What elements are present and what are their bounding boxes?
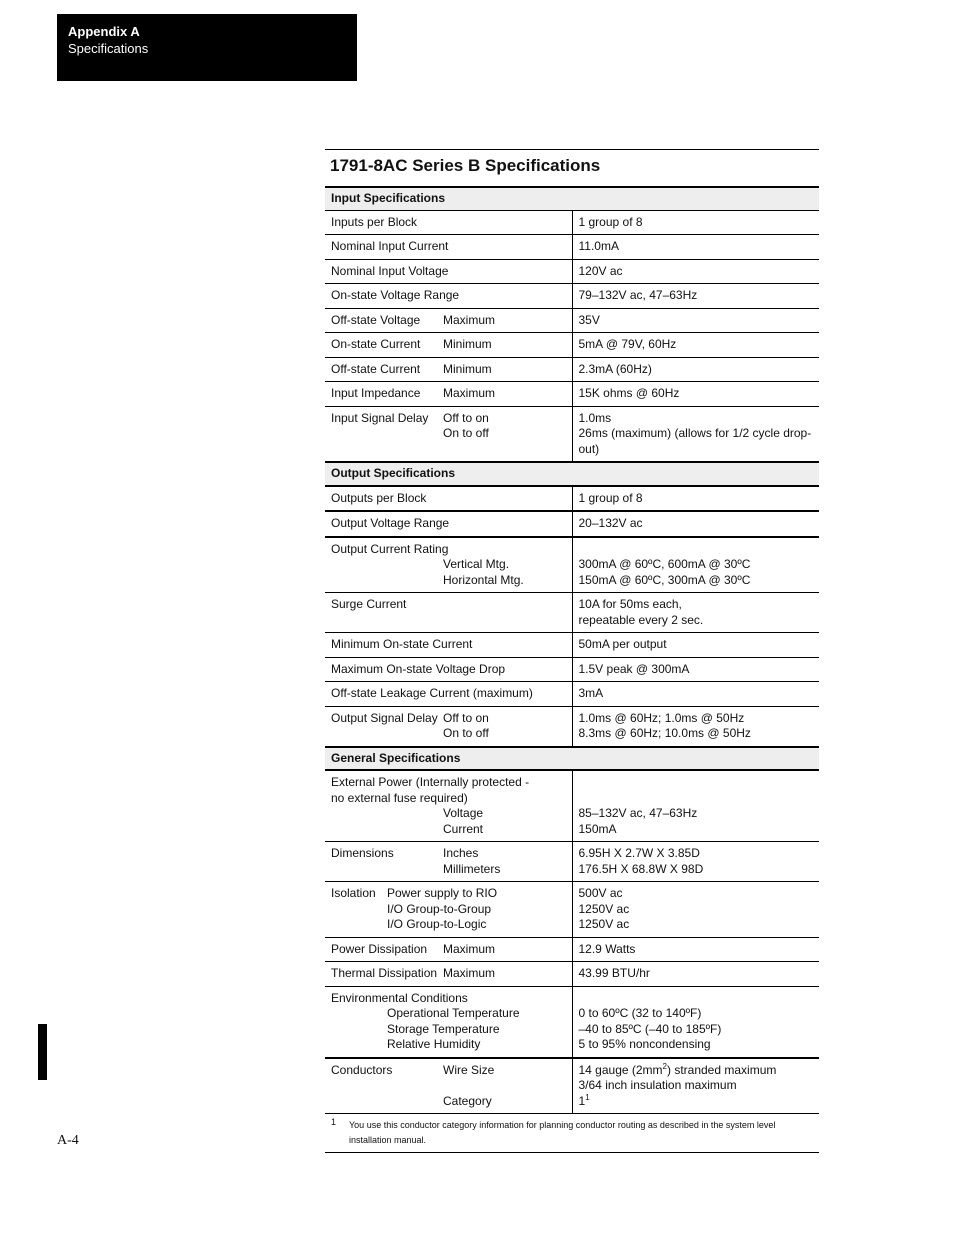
- table-row: [325, 986, 819, 1058]
- label-qualifier: Operational Temperature: [387, 1006, 520, 1020]
- row-value: 12.9 Watts: [572, 937, 819, 962]
- table-row: [325, 357, 819, 382]
- label-qualifier: Maximum: [443, 386, 496, 400]
- label-text: Input Impedance: [331, 386, 421, 400]
- label-text: External Power (Internally protected -: [331, 775, 530, 789]
- label-text: Isolation: [331, 886, 376, 900]
- row-label: [325, 333, 572, 358]
- table-row: [325, 657, 819, 682]
- label-qualifier: Storage Temperature: [387, 1021, 500, 1036]
- row-label: [325, 382, 572, 407]
- row-value: 3mA: [572, 682, 819, 707]
- row-label: [325, 986, 572, 1058]
- label-qualifier: Inches: [443, 846, 479, 860]
- row-label: [325, 937, 572, 962]
- label-qualifier: Off to on: [443, 410, 489, 425]
- row-label: On-state Voltage Range: [325, 284, 572, 309]
- table-row: [325, 633, 819, 658]
- row-value: [572, 593, 819, 633]
- label-qualifier: Relative Humidity: [387, 1037, 481, 1051]
- label-text: Off-state Voltage: [331, 312, 421, 327]
- table-row: [325, 537, 819, 593]
- section-general: [325, 747, 819, 771]
- table-row: [325, 284, 819, 309]
- section-output: [325, 462, 819, 486]
- label-qualifier: Category: [443, 1093, 492, 1108]
- table-row: [325, 308, 819, 333]
- page-title: 1791-8AC Series B Specifications: [330, 156, 601, 175]
- footnote-text: You use this conductor category information for planning conductor routing as described in the system level installation manual.: [349, 1120, 776, 1145]
- label-qualifier: Horizontal Mtg.: [443, 572, 524, 587]
- row-label: [325, 308, 572, 333]
- table-row: [325, 706, 819, 747]
- label-qualifier: Maximum: [443, 941, 496, 956]
- value-line: 5 to 95% noncondensing: [578, 1037, 711, 1051]
- value-line: 1.0ms: [578, 410, 612, 425]
- label-qualifier: Power supply to RIO: [387, 886, 498, 900]
- label-qualifier: Minimum: [443, 337, 492, 351]
- value-line: 150mA @ 60ºC, 300mA @ 30ºC: [578, 572, 751, 587]
- table-row: [325, 210, 819, 235]
- value-line: 300mA @ 60ºC, 600mA @ 30ºC: [578, 557, 751, 571]
- section-input: [325, 187, 819, 210]
- row-value: [572, 986, 819, 1058]
- label-qualifier: I/O Group-to-Group: [387, 901, 492, 916]
- row-label: [325, 962, 572, 987]
- label-qualifier: Off to on: [443, 710, 489, 725]
- header-section: Specifications: [68, 41, 149, 56]
- value-line: 176.5H X 68.8W X 98D: [578, 861, 704, 876]
- label-text: Thermal Dissipation: [331, 966, 438, 980]
- spec-area: [325, 149, 819, 1153]
- section-header: [57, 14, 357, 81]
- table-row: [325, 382, 819, 407]
- value-line: 1250V ac: [578, 901, 630, 916]
- row-label: Inputs per Block: [325, 210, 572, 235]
- value-line: 0 to 60ºC (32 to 140ºF): [578, 1006, 702, 1020]
- row-value: 50mA per output: [572, 633, 819, 658]
- label-qualifier: Minimum: [443, 361, 492, 376]
- title-rule: [325, 149, 819, 150]
- value-line: 500V ac: [578, 886, 623, 900]
- row-label: [325, 357, 572, 382]
- row-value: 1.5V peak @ 300mA: [572, 657, 819, 682]
- table-row: [325, 486, 819, 512]
- row-label: Nominal Input Current: [325, 235, 572, 260]
- label-qualifier: Vertical Mtg.: [443, 557, 510, 571]
- table-row: [325, 1058, 819, 1114]
- table-row: [325, 406, 819, 462]
- table-row: [325, 593, 819, 633]
- label-text: Conductors: [331, 1062, 393, 1077]
- row-value: 35V: [572, 308, 819, 333]
- label-qualifier: Maximum: [443, 312, 496, 327]
- row-label: Maximum On-state Voltage Drop: [325, 657, 572, 682]
- section-heading: General Specifications: [325, 747, 819, 771]
- row-label: Outputs per Block: [325, 486, 572, 512]
- value-line: repeatable every 2 sec.: [578, 612, 704, 627]
- row-label: Minimum On-state Current: [325, 633, 572, 658]
- label-qualifier: On to off: [443, 426, 489, 440]
- label-text: Output Signal Delay: [331, 710, 438, 725]
- row-value: 43.99 BTU/hr: [572, 962, 819, 987]
- table-row: [325, 962, 819, 987]
- value-line: –40 to 85ºC (–40 to 185ºF): [578, 1021, 722, 1036]
- value-line: 26ms (maximum) (allows for 1/2 cycle drop-out): [578, 426, 812, 456]
- table-row: [325, 259, 819, 284]
- row-value: 79–132V ac, 47–63Hz: [572, 284, 819, 309]
- row-value: [572, 406, 819, 462]
- value-line: 1.0ms @ 60Hz; 1.0ms @ 50Hz: [578, 710, 745, 725]
- footnote-mark: 1: [331, 1117, 337, 1127]
- label-text: Output Current Rating: [331, 541, 449, 556]
- value-line: 1250V ac: [578, 917, 630, 931]
- table-row: [325, 770, 819, 842]
- table-row: [325, 842, 819, 882]
- value-line: 150mA: [578, 821, 617, 836]
- label-text: no external fuse required): [331, 790, 468, 805]
- table-row: [325, 235, 819, 260]
- label-qualifier: Voltage: [443, 806, 484, 820]
- label-text: Environmental Conditions: [331, 990, 468, 1005]
- label-text: Off-state Current: [331, 361, 421, 376]
- label-qualifier: Millimeters: [443, 861, 501, 876]
- header-appendix: Appendix A: [68, 24, 140, 39]
- row-label: [325, 882, 572, 938]
- side-tab-marker: [38, 1024, 47, 1080]
- spec-table: [325, 186, 819, 1153]
- value-line: 3/64 inch insulation maximum: [578, 1078, 737, 1092]
- table-row: [325, 682, 819, 707]
- label-text: On-state Current: [331, 337, 421, 351]
- row-label: Surge Current: [325, 593, 572, 633]
- section-heading: Input Specifications: [325, 187, 819, 210]
- row-value: [572, 842, 819, 882]
- value-line: $1^1$: [578, 1092, 590, 1108]
- row-value: 11.0mA: [572, 235, 819, 260]
- row-label: [325, 770, 572, 842]
- value-line: 85–132V ac, 47–63Hz: [578, 806, 698, 820]
- row-value: 120V ac: [572, 259, 819, 284]
- row-value: 5mA @ 79V, 60Hz: [572, 333, 819, 358]
- row-value: 15K ohms @ 60Hz: [572, 382, 819, 407]
- table-row: [325, 511, 819, 537]
- label-qualifier: Maximum: [443, 966, 496, 980]
- row-label: [325, 706, 572, 747]
- row-value: 2.3mA (60Hz): [572, 357, 819, 382]
- row-label: [325, 1058, 572, 1114]
- label-qualifier: I/O Group-to-Logic: [387, 917, 487, 931]
- footnote-row: [325, 1114, 819, 1153]
- row-label: [325, 842, 572, 882]
- row-value: 1 group of 8: [572, 486, 819, 512]
- row-value: [572, 770, 819, 842]
- section-heading: Output Specifications: [325, 462, 819, 486]
- row-value: 20–132V ac: [572, 511, 819, 537]
- row-label: Off-state Leakage Current (maximum): [325, 682, 572, 707]
- value-line: 6.95H X 2.7W X 3.85D: [578, 846, 700, 860]
- row-label: [325, 537, 572, 593]
- row-value: 1 group of 8: [572, 210, 819, 235]
- row-value: [572, 706, 819, 747]
- label-qualifier: Wire Size: [443, 1062, 495, 1077]
- row-label: [325, 406, 572, 462]
- label-text: Dimensions: [331, 846, 394, 860]
- table-row: [325, 937, 819, 962]
- page-number: A-4: [57, 1133, 79, 1148]
- value-line: 8.3ms @ 60Hz; 10.0ms @ 50Hz: [578, 726, 751, 740]
- label-qualifier: Current: [443, 821, 484, 836]
- table-row: [325, 333, 819, 358]
- row-value: [572, 882, 819, 938]
- row-label: Nominal Input Voltage: [325, 259, 572, 284]
- label-text: Input Signal Delay: [331, 410, 429, 425]
- table-row: [325, 882, 819, 938]
- row-value: [572, 1058, 819, 1114]
- row-label: Output Voltage Range: [325, 511, 572, 537]
- label-qualifier: On to off: [443, 726, 489, 740]
- value-line: 14 gauge $(2mm^2)$ stranded maximum: [578, 1061, 777, 1077]
- value-line: 10A for 50ms each,: [578, 597, 682, 611]
- label-text: Power Dissipation: [331, 941, 428, 956]
- row-value: [572, 537, 819, 593]
